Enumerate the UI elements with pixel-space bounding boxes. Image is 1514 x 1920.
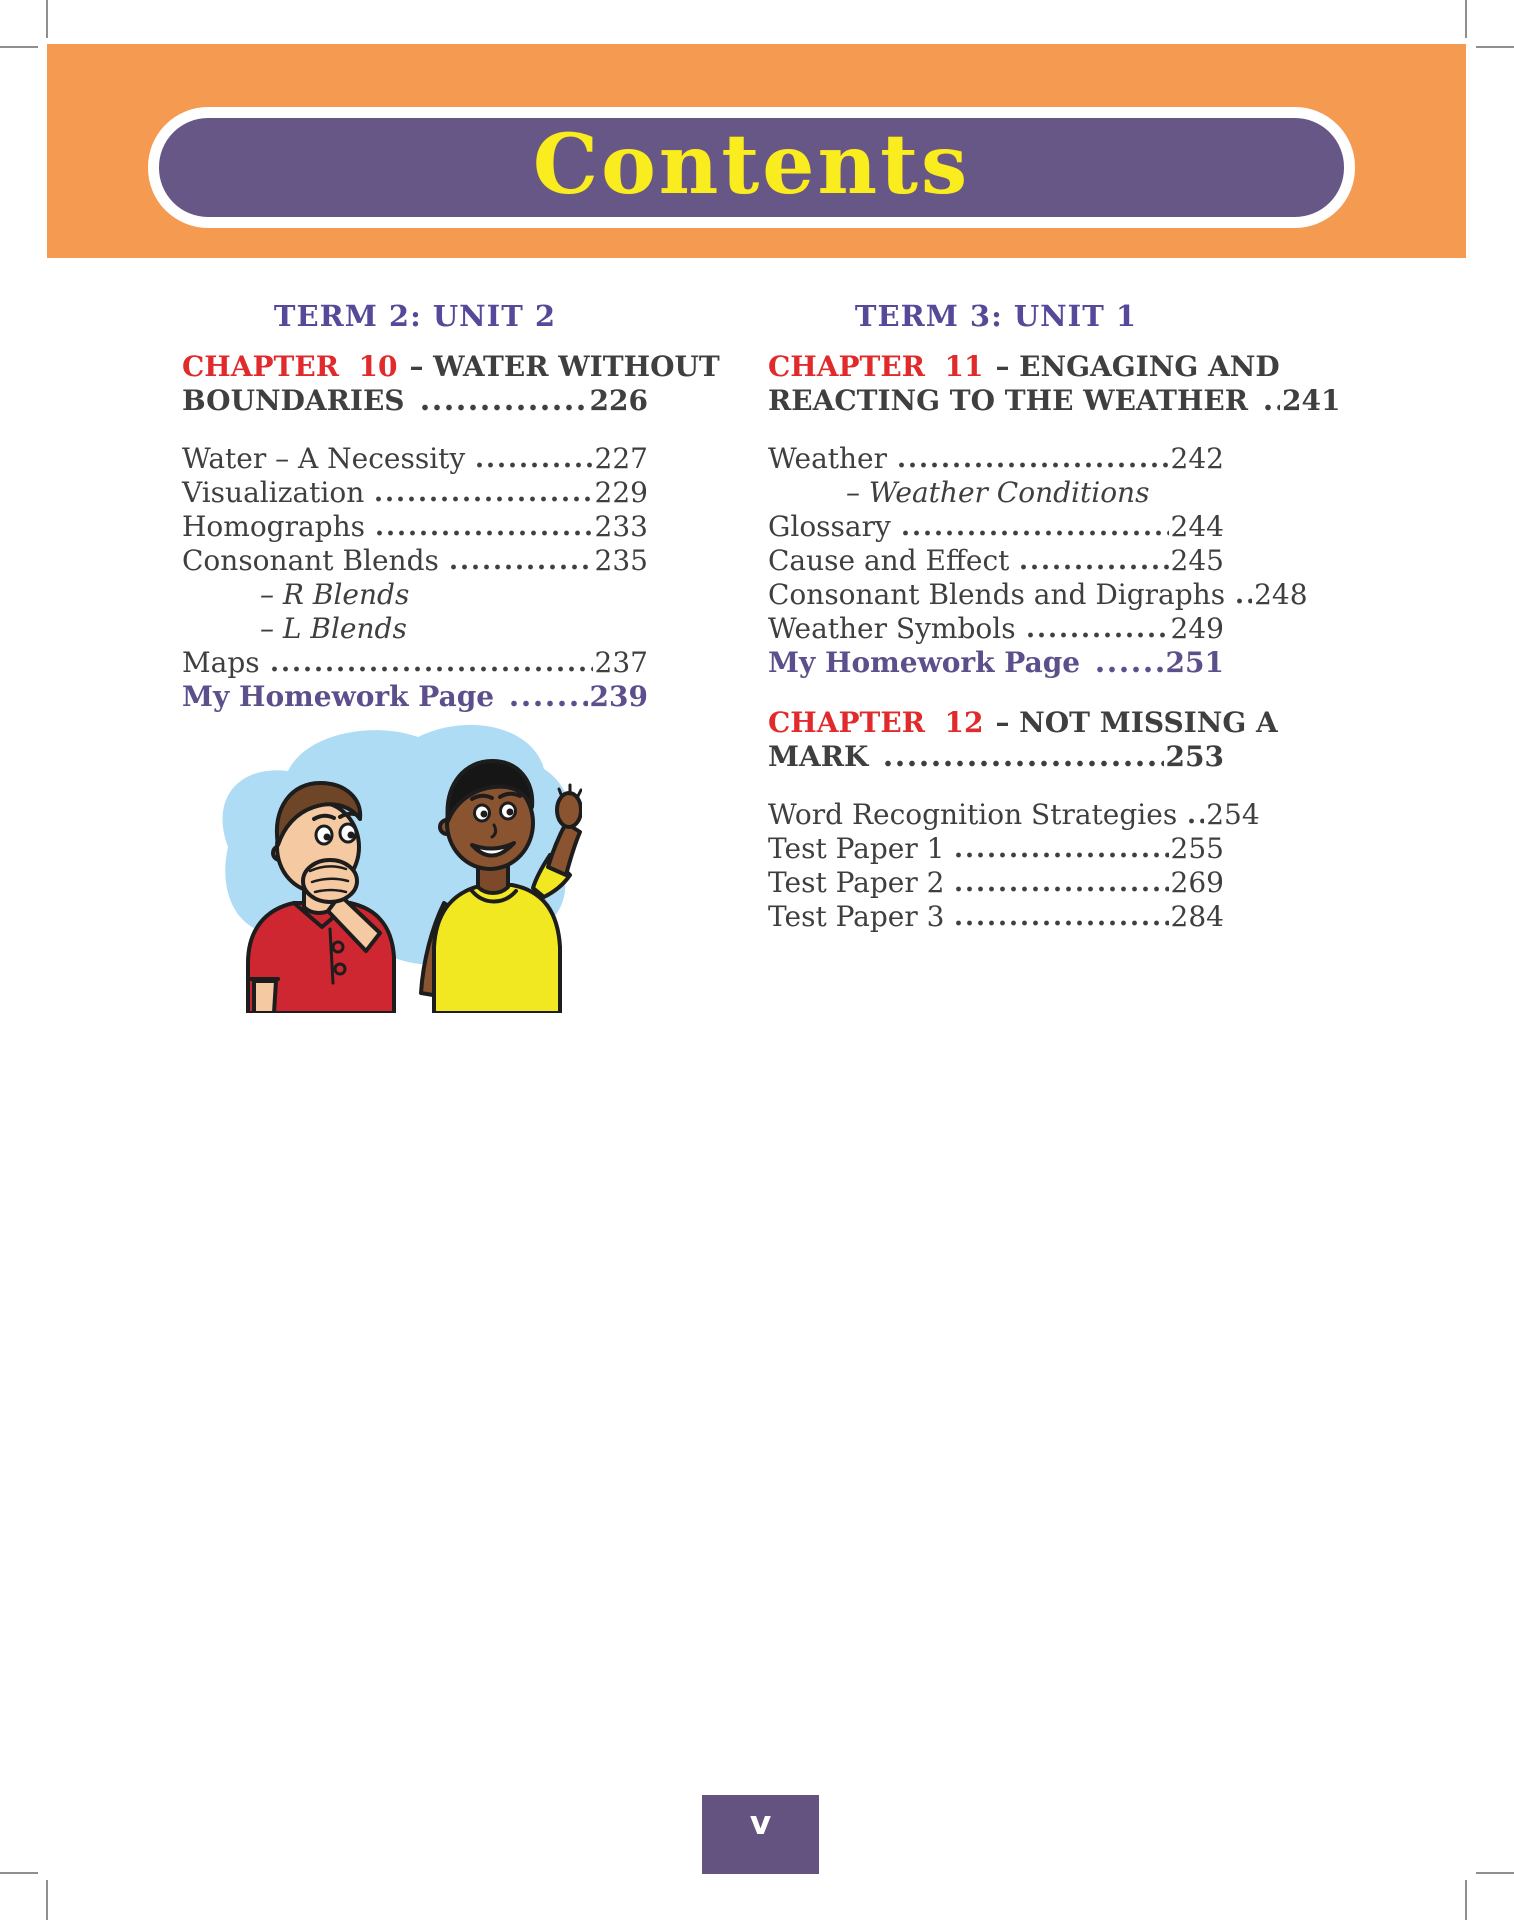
page-number: 242: [1170, 442, 1224, 475]
toc-entry: [768, 832, 1224, 865]
page-number: 233: [594, 510, 648, 543]
chapter-heading-line1: [182, 350, 720, 384]
toc-entry: [768, 578, 1308, 611]
page-number: 235: [594, 544, 648, 577]
trim-mark: [1465, 1880, 1467, 1920]
right-boy-pupil: [481, 811, 488, 818]
term-header: TERM 3: UNIT 1: [854, 299, 1138, 333]
toc-entry-homework: [768, 646, 1224, 680]
entry-label: Word Recognition Strategies: [768, 798, 1178, 831]
left-boy-pupil: [348, 832, 355, 839]
page-number: 255: [1170, 832, 1224, 865]
trim-mark: [1465, 0, 1467, 38]
chapter-heading: [768, 706, 1278, 774]
dotted-leader: [448, 544, 593, 577]
page-number: 249: [1170, 612, 1224, 645]
illustration-two-boys: [182, 695, 582, 1013]
page-number: 253: [1165, 740, 1224, 773]
chapter-title: – NOT MISSING A: [995, 706, 1278, 739]
toc-entry: [768, 544, 1224, 577]
chapter-number: CHAPTER 12: [768, 706, 984, 739]
entry-label: Visualization: [182, 476, 365, 509]
toc-subentry: – R Blends: [260, 578, 410, 611]
dotted-leader: [953, 866, 1168, 899]
entry-label: My Homework Page: [182, 680, 495, 713]
dotted-leader: [1094, 646, 1163, 680]
dotted-leader: [1186, 798, 1204, 831]
dotted-leader: [953, 900, 1168, 933]
page-number: 269: [1170, 866, 1224, 899]
entry-label: Homographs: [182, 510, 366, 543]
toc-column-right: [768, 299, 1341, 934]
toc-entry: [768, 866, 1224, 899]
trim-mark: [46, 0, 48, 38]
toc-entry: [182, 544, 648, 577]
chapter-heading-line2: [768, 384, 1341, 418]
toc-entry: [182, 442, 648, 475]
toc-entries: [768, 798, 1260, 933]
trim-mark: [1476, 1872, 1514, 1874]
entry-label: Test Paper 2: [768, 866, 945, 899]
chapter-heading-line1: [768, 350, 1280, 384]
page-title: Contents: [532, 116, 971, 213]
page-number: 254: [1206, 798, 1260, 831]
entry-label: Maps: [182, 646, 260, 679]
page-number: 237: [594, 646, 648, 679]
toc-entry: [768, 900, 1224, 933]
toc-entry: [182, 510, 648, 543]
entry-label: Test Paper 1: [768, 832, 945, 865]
toc-entry: [768, 510, 1224, 543]
entry-label: My Homework Page: [768, 646, 1081, 679]
page-number: 239: [589, 680, 648, 713]
toc-entry: [768, 442, 1224, 475]
page-number: 241: [1282, 384, 1341, 417]
entry-label: Consonant Blends: [182, 544, 439, 577]
chapter-heading: [768, 350, 1341, 418]
chapter-heading-line2: [768, 740, 1224, 774]
dotted-leader: [1234, 578, 1252, 611]
toc-subentry: – L Blends: [260, 612, 407, 645]
toc-subentry: – Weather Conditions: [846, 476, 1150, 509]
page-number: 251: [1165, 646, 1224, 679]
toc-entries: [182, 442, 648, 714]
toc-entry: [768, 798, 1260, 831]
chapter-number: CHAPTER 10: [182, 350, 398, 383]
dotted-leader: [419, 384, 588, 418]
chapter-title-cont: REACTING TO THE WEATHER: [768, 384, 1249, 417]
left-boy-pupil: [324, 834, 331, 841]
right-boy-pupil: [507, 809, 514, 816]
page-number: 226: [589, 384, 648, 417]
dotted-leader: [900, 510, 1169, 543]
chapter-title-cont: BOUNDARIES: [182, 384, 405, 417]
chapter-title-cont: MARK: [768, 740, 869, 773]
right-boy-torso: [434, 885, 560, 1013]
page-number: 229: [594, 476, 648, 509]
trim-mark: [0, 46, 38, 48]
page-number: 284: [1170, 900, 1224, 933]
toc-entry: [182, 646, 648, 679]
chapter-heading-line2: [182, 384, 648, 418]
chapter-heading: [182, 350, 720, 418]
trim-mark: [46, 1880, 48, 1920]
two-boys-cartoon: [182, 695, 582, 1013]
dotted-leader: [953, 832, 1168, 865]
left-boy-lower-arm: [254, 981, 276, 1013]
term-header: TERM 2: UNIT 2: [273, 299, 557, 333]
folio-page-number: v: [749, 1803, 772, 1842]
dotted-leader: [474, 442, 592, 475]
dotted-leader: [882, 740, 1163, 774]
entry-label: Weather Symbols: [768, 612, 1016, 645]
toc-entry: [182, 476, 648, 509]
toc-column-left: [182, 299, 720, 715]
page-number: 245: [1170, 544, 1224, 577]
entry-label: Glossary: [768, 510, 891, 543]
chapter-title: – WATER WITHOUT: [409, 350, 720, 383]
chapter-title: – ENGAGING AND: [995, 350, 1280, 383]
title-bar: [148, 107, 1355, 228]
dotted-leader: [269, 646, 593, 679]
dotted-leader: [374, 510, 593, 543]
trim-mark: [1476, 46, 1514, 48]
page-number: 248: [1254, 578, 1308, 611]
dotted-leader: [896, 442, 1169, 475]
trim-mark: [0, 1872, 38, 1874]
dotted-leader: [373, 476, 592, 509]
page-number: 227: [594, 442, 648, 475]
entry-label: Water – A Necessity: [182, 442, 466, 475]
page-number: 244: [1170, 510, 1224, 543]
folio-box: [702, 1795, 819, 1874]
dotted-leader: [1262, 384, 1280, 418]
chapter-heading-line1: [768, 706, 1278, 740]
chapter-number: CHAPTER 11: [768, 350, 984, 383]
toc-entries: [768, 442, 1308, 680]
dotted-leader: [1025, 612, 1169, 645]
entry-label: Consonant Blends and Digraphs: [768, 578, 1226, 611]
entry-label: Cause and Effect: [768, 544, 1010, 577]
entry-label: Weather: [768, 442, 887, 475]
entry-label: Test Paper 3: [768, 900, 945, 933]
dotted-leader: [1018, 544, 1168, 577]
toc-entry: [768, 612, 1224, 645]
